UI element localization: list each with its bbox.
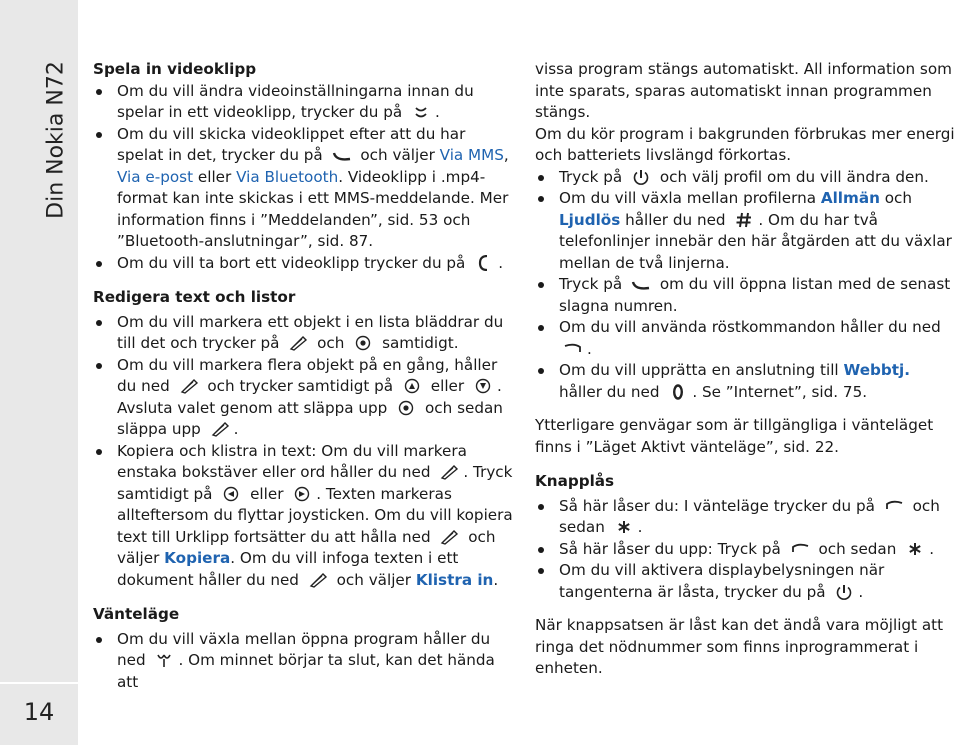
via-bluetooth-option[interactable]: Via Bluetooth [236,167,339,186]
text: . Videoklipp i .mp4-format kan inte skickas i ett MMS-meddelande. Mer information finns i ”Meddelanden”, sid. 53 och ”Bluetooth-anslutningar”, sid. 87. [117,167,509,250]
text: . Texten markeras allteftersom du flyttar joysticken. Om du vill kopiera text till Urklipp fortsätter du att hålla ned [117,484,513,546]
standby-shortcuts-list [535,167,955,404]
left-selection-key-icon [883,498,905,514]
edit-key-icon [438,529,460,545]
menu-key-icon [153,652,175,668]
text: Om du vill växla mellan profilerna [559,189,817,207]
text: . [493,570,499,589]
text: och [884,189,913,207]
copy-option[interactable]: Kopiera [164,549,231,567]
text: . [233,420,239,438]
text: håller du ned [559,382,660,401]
keylock-list [535,496,955,604]
scroll-up-icon [401,378,423,394]
call-key-icon [630,276,652,292]
list-item [535,496,955,539]
text: . Avsluta valet genom att släppa upp [117,377,502,417]
text: Kopiera och klistra in text: Om du vill markera enstaka bokstäver eller ord håller du ned [117,441,467,481]
text: eller [197,167,232,186]
text: Så här låser du upp: Tryck på [559,539,781,558]
call-key-icon [331,147,353,163]
right-selection-key-icon [562,341,584,357]
via-mms-option[interactable]: Via MMS [439,146,504,164]
text: och välj profil om du vill ändra den. [659,167,929,186]
profile-silent-option[interactable]: Ljudlös [559,210,621,229]
options-key-icon [410,104,432,120]
text: Tryck på [559,275,623,293]
power-key-icon [630,169,652,185]
edit-key-icon [178,378,200,394]
text: . [434,103,440,121]
sidebar-divider [0,682,78,684]
scroll-right-icon [291,486,313,502]
text: Så här låser du: I vänteläge trycker du på [559,496,875,515]
text: håller du ned [625,210,726,229]
scroll-down-icon [472,378,494,394]
page-number: 14 [23,698,55,726]
edit-key-icon [287,335,309,351]
text: Om du vill använda röstkommandon håller du ned [559,318,941,336]
paragraph: Om du kör program i bakgrunden förbrukas mer energi och batteriets livslängd förkortas. [535,124,955,164]
power-key-icon [833,584,855,600]
text: Om du vill ta bort ett videoklipp trycker du på [117,253,466,272]
edit-key-icon [209,421,231,437]
text: . [858,582,864,601]
list-item [93,253,513,275]
text: , [503,146,509,164]
text: . Om minnet börjar ta slut, kan det hända att [117,651,495,691]
text: Om du vill skicka videoklippet efter att du har spelat in det, trycker du på [117,124,466,164]
text: Om du vill växla mellan öppna program håller du ned [117,629,491,669]
list-item [93,124,513,253]
text: och sedan [559,496,940,536]
paste-option[interactable]: Klistra in [415,570,494,589]
text: . Om du vill infoga texten i ett dokument håller du ned [117,549,459,589]
edit-text-list [93,312,513,592]
text: eller [430,377,465,395]
asterisk-key-icon [904,541,926,557]
paragraph: När knappsatsen är låst kan det ändå vara möjligt att ringa det nödnummer som finns inprogrammerat i enheten. [535,616,944,677]
heading-keylock: Knapplås [535,472,615,490]
edit-key-icon [438,464,460,480]
text: Tryck på [559,167,623,186]
text: . Tryck samtidigt på [117,463,513,503]
text: Om du vill markera ett objekt i en lista bläddrar du till det och trycker på [117,312,504,352]
record-video-list [93,81,513,275]
text: och trycker samtidigt på [207,377,394,395]
list-item [535,188,955,274]
paragraph: Ytterligare genvägar som är tillgängliga i vänteläget finns i ”Läget Aktivt vänteläge”, sid. 22. [535,416,934,456]
text: eller [250,484,284,503]
text: . Om du har två telefonlinjer innebär den här åtgärden att du växlar mellan de två linjerna. [559,210,952,272]
text: Om du vill upprätta en anslutning till [559,361,839,379]
web-service-option[interactable]: Webbtj. [843,361,910,379]
scroll-left-icon [220,486,242,502]
text: och [317,334,345,352]
list-item [93,312,513,355]
joystick-press-icon [352,335,374,351]
text: Om du vill ändra videoinställningarna innan du spelar in ett videoklipp, trycker du på [117,81,474,121]
clear-key-icon [473,255,495,271]
text: . [929,539,935,558]
standby-list [93,629,513,694]
paragraph: vissa program stängs automatiskt. All information som inte sparats, sparas automatiskt innan programmen stängs. [535,60,952,121]
asterisk-key-icon [613,519,635,535]
edit-key-icon [307,572,329,588]
list-item [535,539,955,561]
list-item [93,355,513,441]
list-item [535,560,955,603]
left-selection-key-icon [789,541,811,557]
list-item [93,629,513,694]
text: och sedan [818,539,897,558]
heading-edit-text: Redigera text och listor [93,288,296,306]
text: Om du vill aktivera displaybelysningen när tangenterna är låsta, trycker du på [559,561,885,601]
text: . [587,339,592,358]
list-item [93,81,513,124]
text: Om du vill markera flera objekt på en gång, håller du ned [117,355,498,395]
left-column [93,59,513,693]
sidebar [0,0,78,745]
profile-general-option[interactable]: Allmän [820,189,880,207]
joystick-press-icon [395,400,417,416]
right-column [535,59,955,680]
text: . [637,518,643,536]
zero-key-icon [667,384,689,400]
list-item [535,360,955,403]
text: . Se ”Internet”, sid. 75. [692,382,868,401]
list-item [535,167,955,189]
text: om du vill öppna listan med de senast slagna numren. [559,275,951,315]
chapter-title: Din Nokia N72 [43,61,69,219]
text: och väljer [360,146,435,164]
via-email-option[interactable]: Via e-post [117,167,194,186]
heading-record-video: Spela in videoklipp [93,60,257,78]
text: . [498,253,504,272]
hash-key-icon [733,212,755,228]
list-item [535,317,955,360]
text: och sedan släppa upp [117,398,503,438]
list-item [93,441,513,592]
list-item [535,274,955,317]
heading-standby: Vänteläge [93,605,180,623]
text: och väljer [336,570,412,589]
text: och väljer [117,527,496,567]
text: samtidigt. [382,334,459,352]
